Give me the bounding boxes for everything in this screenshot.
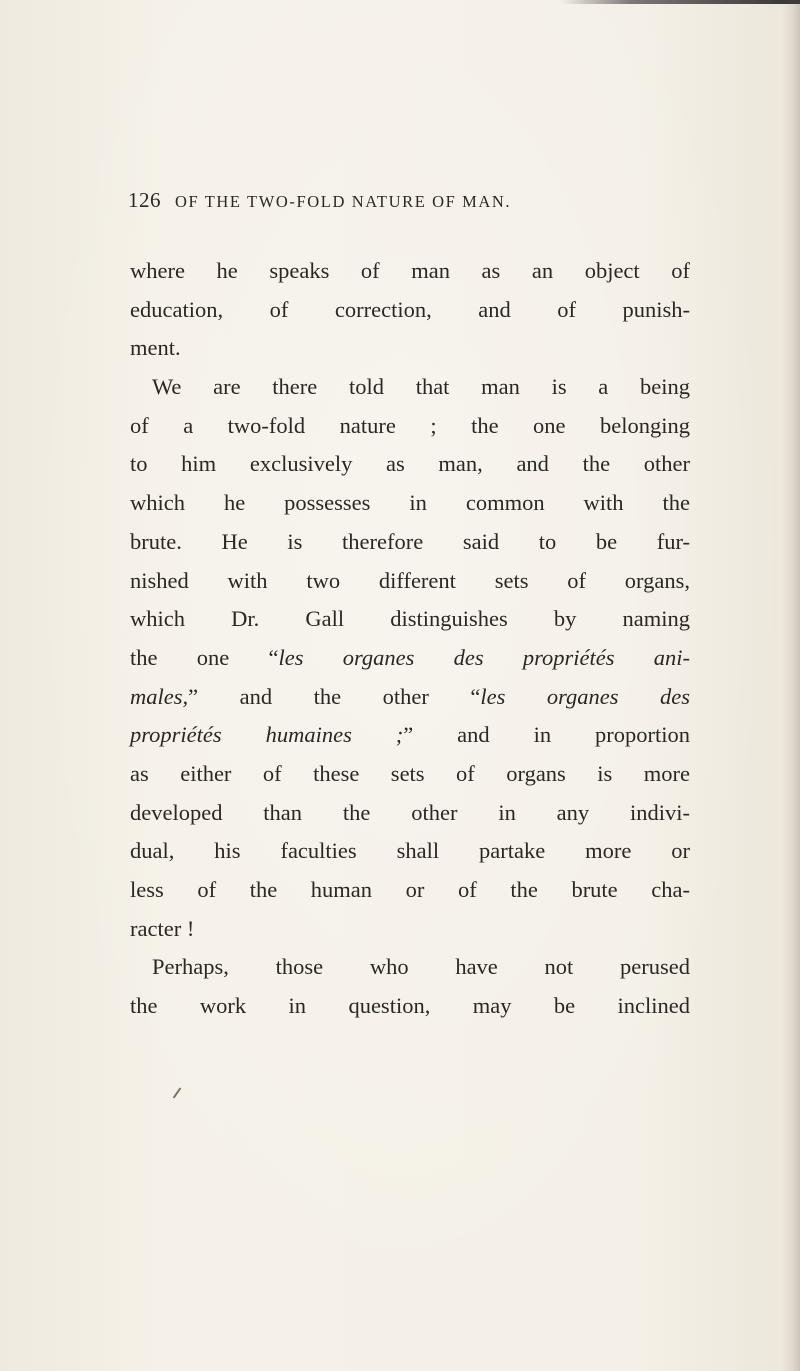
italic-phrase: les organes des propriétés ani- <box>278 644 690 670</box>
italic-phrase: propriétés humaines ; <box>130 722 404 748</box>
text-line: which Dr. Gall distinguishes by naming <box>130 606 690 632</box>
text-line: propriétés humaines ;” and in proportion <box>130 722 690 748</box>
text-line: to him exclusively as man, and the other <box>130 451 690 477</box>
text-line: of a two-fold nature ; the one belonging <box>130 412 690 438</box>
text-line: the work in question, may be inclined <box>130 993 690 1019</box>
text-line: brute. He is therefore said to be fur- <box>130 528 690 554</box>
page-number: 126 <box>128 188 161 212</box>
text-line: nished with two different sets of organs, <box>130 567 690 593</box>
italic-phrase: les organes des <box>480 683 690 709</box>
text-line: dual, his faculties shall partake more or <box>130 838 690 864</box>
text-line: We are there told that man is a being <box>152 374 690 400</box>
text-line: racter ! <box>130 915 195 941</box>
text-line: less of the human or of the brute cha- <box>130 877 690 902</box>
text-line: the one “les organes des propriétés ani- <box>130 644 690 670</box>
italic-phrase: males, <box>130 683 189 709</box>
text-line: education, of correction, and of punish- <box>130 296 690 322</box>
text-line: where he speaks of man as an object of <box>130 258 690 283</box>
text-line: ment. <box>130 335 181 361</box>
text-line: males,” and the other “les organes des <box>130 683 690 709</box>
text-line: Perhaps, those who have not perused <box>152 954 690 980</box>
text-line: as either of these sets of organs is more <box>130 760 690 786</box>
scan-edge-right <box>782 0 800 1371</box>
running-head <box>128 188 688 222</box>
text-line: which he possesses in common with the <box>130 490 690 516</box>
stray-ink-mark <box>173 1088 182 1099</box>
body-text <box>130 252 690 1026</box>
scan-edge-top <box>560 0 800 4</box>
running-title: OF THE TWO-FOLD NATURE OF MAN. <box>175 192 512 211</box>
text-line: developed than the other in any indivi- <box>130 799 690 825</box>
